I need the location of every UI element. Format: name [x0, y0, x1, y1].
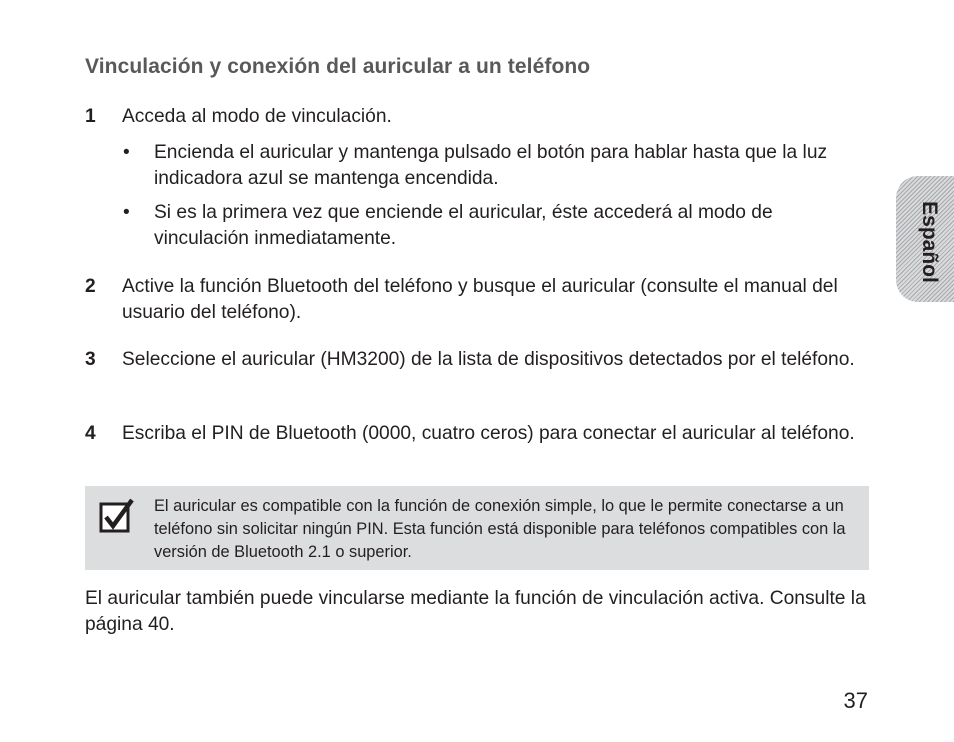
step-text: Acceda al modo de vinculación.: [122, 106, 392, 127]
step-number: 2: [85, 276, 96, 297]
bullet-text: Encienda el auricular y mantenga pulsado el botón para hablar hasta que la luz indicadora azul se mantenga encendida.: [154, 142, 828, 189]
bullet-mark: •: [123, 142, 130, 163]
step-text: Seleccione el auricular (HM3200) de la lista de dispositivos detectados por el teléfono.: [122, 349, 855, 370]
language-tab-label: Español: [918, 201, 941, 283]
step-number: 4: [85, 423, 96, 444]
step-number: 3: [85, 349, 96, 370]
note-text: El auricular es compatible con la función de conexión simple, lo que le permite conectarse a un teléfono sin solicitar ningún PIN. Esta función está disponible para teléfonos compatibles con la versión de Bluetooth 2.1 o superior.: [154, 497, 846, 561]
footer-paragraph: El auricular también puede vincularse mediante la función de vinculación activa. Consulte la página 40.: [85, 588, 866, 635]
checkbox-check-icon: [99, 498, 135, 534]
page-number: 37: [843, 688, 868, 713]
note-box: [85, 486, 869, 570]
step-number: 1: [85, 106, 96, 127]
step-text: Active la función Bluetooth del teléfono y busque el auricular (consulte el manual del usuario del teléfono).: [122, 276, 838, 323]
bullet-mark: •: [123, 202, 130, 223]
step-text: Escriba el PIN de Bluetooth (0000, cuatro ceros) para conectar el auricular al teléfono.: [122, 423, 855, 444]
bullet-text: Si es la primera vez que enciende el auricular, éste accederá al modo de vinculación inmediatamente.: [154, 202, 773, 249]
section-heading: Vinculación y conexión del auricular a un teléfono: [85, 55, 591, 78]
